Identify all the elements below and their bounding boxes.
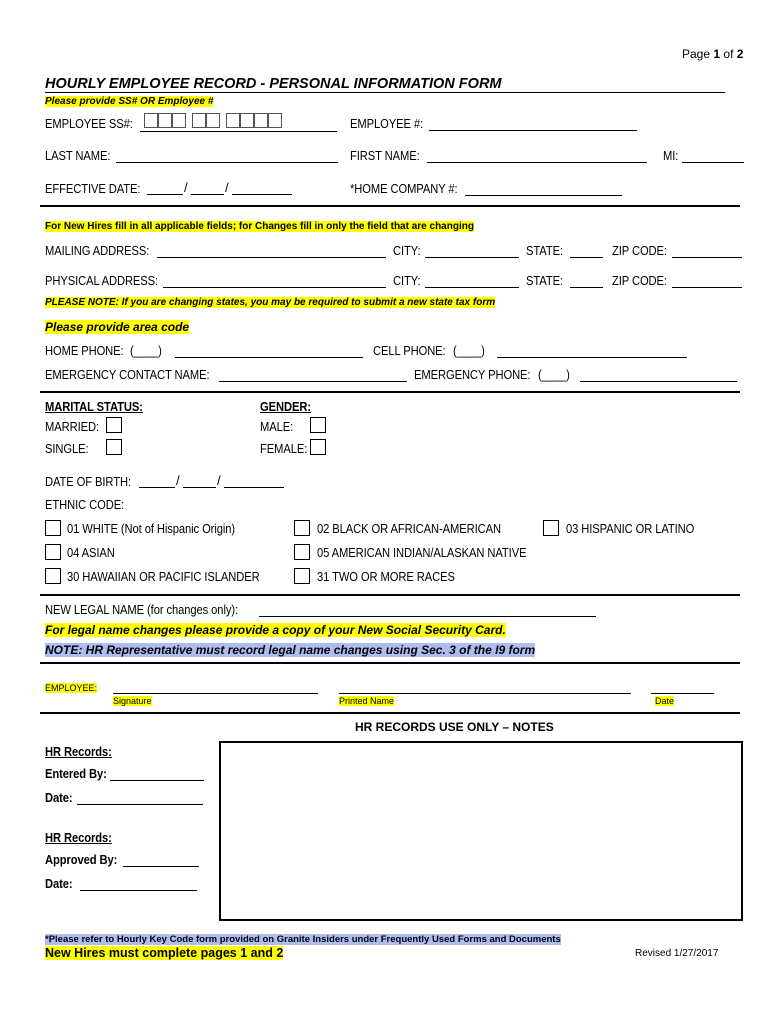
- single-checkbox[interactable]: [106, 439, 122, 455]
- approved-by-label: Approved By:: [45, 852, 118, 867]
- last-name-label: LAST NAME:: [45, 148, 111, 163]
- hr-date-1-label: Date:: [45, 790, 73, 805]
- emergency-contact-field[interactable]: [219, 381, 407, 382]
- hr-date-2-label: Date:: [45, 876, 73, 891]
- hr-i9-note: NOTE: HR Representative must record legal name changes using Sec. 3 of the I9 form: [45, 643, 536, 657]
- entered-by-field[interactable]: [110, 780, 204, 781]
- hr-notes-box[interactable]: [219, 741, 743, 921]
- physical-address-label: PHYSICAL ADDRESS:: [45, 273, 159, 288]
- mailing-address-label: MAILING ADDRESS:: [45, 243, 150, 258]
- ethnic-05-label: 05 AMERICAN INDIAN/ALASKAN NATIVE: [317, 545, 527, 560]
- key-code-note: *Please refer to Hourly Key Code form provided on Granite Insiders under Frequently Used Forms and Documents: [45, 934, 561, 945]
- section-divider-2: [40, 391, 740, 393]
- state-tax-note: PLEASE NOTE: If you are changing states, you may be required to submit a new state tax form: [45, 297, 496, 308]
- page-of: of: [723, 47, 734, 61]
- page-current: 1: [713, 47, 721, 61]
- ethnic-03-label: 03 HISPANIC OR LATINO: [566, 521, 695, 536]
- sign-date-caption: Date: [655, 696, 675, 706]
- mailing-zip-field[interactable]: [672, 257, 742, 258]
- new-hires-note: For New Hires fill in all applicable fields; for Changes fill in only the field that are changing: [45, 221, 474, 232]
- mi-label: MI:: [663, 148, 679, 163]
- printed-name-caption: Printed Name: [339, 696, 395, 706]
- home-phone-field[interactable]: [175, 357, 363, 358]
- emergency-phone-area[interactable]: (____): [538, 367, 570, 382]
- page-label: Page: [682, 47, 711, 61]
- effective-date-label: EFFECTIVE DATE:: [45, 181, 141, 196]
- first-name-label: FIRST NAME:: [350, 148, 420, 163]
- sign-date-field[interactable]: [651, 693, 714, 694]
- home-phone-area[interactable]: (____): [130, 343, 162, 358]
- dob-label: DATE OF BIRTH:: [45, 474, 131, 489]
- effective-date-field[interactable]: / /: [147, 180, 295, 196]
- female-checkbox[interactable]: [310, 439, 326, 455]
- physical-zip-field[interactable]: [672, 287, 742, 288]
- ethnic-31-checkbox[interactable]: [294, 568, 310, 584]
- emergency-phone-field[interactable]: [580, 381, 737, 382]
- last-name-field[interactable]: [116, 162, 338, 163]
- ethnic-02-checkbox[interactable]: [294, 520, 310, 536]
- title-underline: [45, 92, 725, 93]
- physical-city-field[interactable]: [425, 287, 519, 288]
- ss-note: Please provide SS# OR Employee #: [45, 96, 214, 107]
- ethnic-03-checkbox[interactable]: [543, 520, 559, 536]
- home-company-label: *HOME COMPANY #:: [350, 181, 458, 196]
- entered-by-label: Entered By:: [45, 766, 107, 781]
- ethnic-05-checkbox[interactable]: [294, 544, 310, 560]
- physical-state-field[interactable]: [570, 287, 603, 288]
- single-label: SINGLE:: [45, 441, 89, 456]
- form-title: HOURLY EMPLOYEE RECORD - PERSONAL INFORMATION FORM: [45, 76, 502, 92]
- hr-records-header-1: HR Records:: [45, 744, 112, 759]
- dob-field[interactable]: / /: [139, 473, 287, 489]
- mailing-state-field[interactable]: [570, 257, 603, 258]
- approved-by-field[interactable]: [123, 866, 199, 867]
- signature-field[interactable]: [113, 693, 318, 694]
- section-divider-3: [40, 594, 740, 596]
- employee-num-field[interactable]: [429, 130, 637, 131]
- legal-name-label: NEW LEGAL NAME (for changes only):: [45, 602, 239, 617]
- employee-ss-field[interactable]: [140, 113, 337, 132]
- home-company-field[interactable]: [465, 195, 622, 196]
- ethnic-code-header: ETHNIC CODE:: [45, 497, 125, 512]
- mailing-city-field[interactable]: [425, 257, 519, 258]
- ethnic-02-label: 02 BLACK OR AFRICAN-AMERICAN: [317, 521, 501, 536]
- mailing-address-field[interactable]: [157, 257, 386, 258]
- employee-ss-label: EMPLOYEE SS#:: [45, 116, 133, 131]
- physical-city-label: CITY:: [393, 273, 421, 288]
- cell-phone-field[interactable]: [497, 357, 687, 358]
- married-label: MARRIED:: [45, 419, 99, 434]
- area-code-note: Please provide area code: [45, 320, 190, 334]
- emergency-phone-label: EMERGENCY PHONE:: [414, 367, 531, 382]
- physical-state-label: STATE:: [526, 273, 563, 288]
- male-checkbox[interactable]: [310, 417, 326, 433]
- hr-notes-title: HR RECORDS USE ONLY – NOTES: [355, 720, 554, 734]
- signature-caption: Signature: [113, 696, 152, 706]
- cell-phone-label: CELL PHONE:: [373, 343, 446, 358]
- ethnic-04-label: 04 ASIAN: [67, 545, 115, 560]
- printed-name-field[interactable]: [339, 693, 631, 694]
- mailing-zip-label: ZIP CODE:: [612, 243, 667, 258]
- section-divider-4: [40, 662, 740, 664]
- ethnic-01-checkbox[interactable]: [45, 520, 61, 536]
- new-hires-pages-note: New Hires must complete pages 1 and 2: [45, 946, 284, 960]
- female-label: FEMALE:: [260, 441, 308, 456]
- section-divider: [40, 205, 740, 207]
- hr-date-2-field[interactable]: [80, 890, 197, 891]
- hr-records-header-2: HR Records:: [45, 830, 112, 845]
- revised-date: Revised 1/27/2017: [635, 948, 719, 959]
- physical-address-field[interactable]: [163, 287, 386, 288]
- ethnic-01-label: 01 WHITE (Not of Hispanic Origin): [67, 521, 236, 536]
- emergency-contact-label: EMERGENCY CONTACT NAME:: [45, 367, 210, 382]
- physical-zip-label: ZIP CODE:: [612, 273, 667, 288]
- cell-phone-area[interactable]: (____): [453, 343, 485, 358]
- ethnic-04-checkbox[interactable]: [45, 544, 61, 560]
- ethnic-31-label: 31 TWO OR MORE RACES: [317, 569, 455, 584]
- employee-sign-label: EMPLOYEE:: [45, 683, 98, 693]
- male-label: MALE:: [260, 419, 294, 434]
- mailing-state-label: STATE:: [526, 243, 563, 258]
- marital-status-header: MARITAL STATUS:: [45, 399, 143, 414]
- page-total: 2: [736, 47, 744, 61]
- employee-num-label: EMPLOYEE #:: [350, 116, 424, 131]
- legal-name-note: For legal name changes please provide a copy of your New Social Security Card.: [45, 623, 506, 637]
- gender-header: GENDER:: [260, 399, 311, 414]
- legal-name-field[interactable]: [259, 616, 596, 617]
- section-divider-5: [40, 712, 740, 714]
- home-phone-label: HOME PHONE:: [45, 343, 124, 358]
- mi-field[interactable]: [682, 162, 744, 163]
- ethnic-30-checkbox[interactable]: [45, 568, 61, 584]
- hr-date-1-field[interactable]: [77, 804, 203, 805]
- married-checkbox[interactable]: [106, 417, 122, 433]
- first-name-field[interactable]: [427, 162, 647, 163]
- ethnic-30-label: 30 HAWAIIAN OR PACIFIC ISLANDER: [67, 569, 260, 584]
- mailing-city-label: CITY:: [393, 243, 421, 258]
- page-number: [682, 47, 743, 61]
